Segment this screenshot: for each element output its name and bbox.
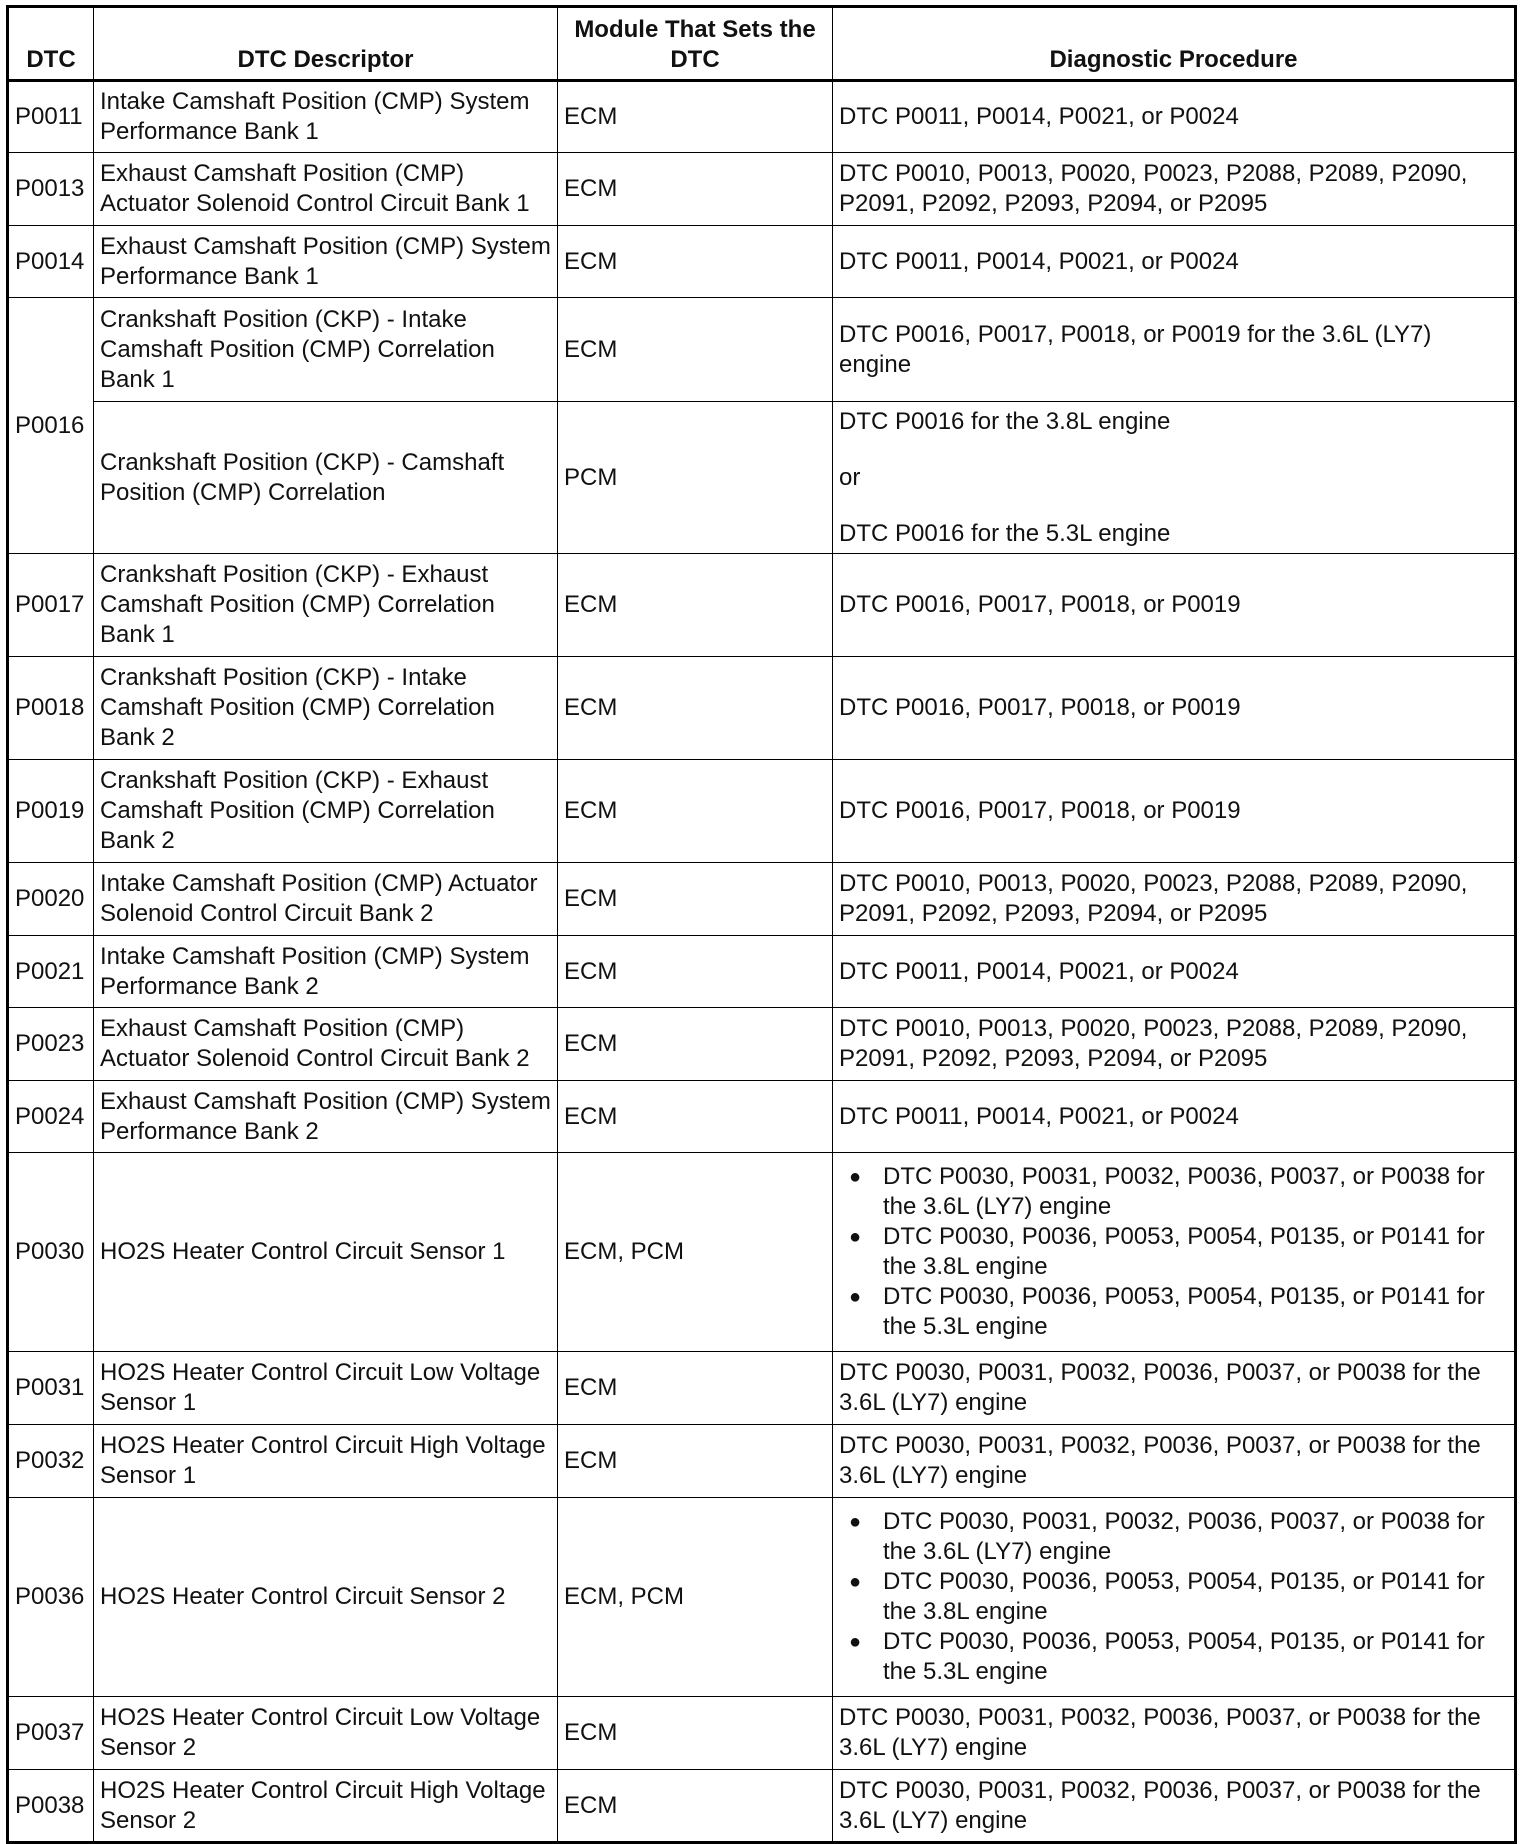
diagnostic-procedure: DTC P0010, P0013, P0020, P0023, P2088, P2089, P2090, P2091, P2092, P2093, P2094, or P2095 [833, 1008, 1516, 1081]
setting-module: ECM [558, 863, 833, 936]
setting-module: ECM [558, 657, 833, 760]
procedure-line: or [839, 463, 861, 491]
table-row [8, 1770, 1516, 1843]
table-row [8, 153, 1516, 226]
table-row [8, 1008, 1516, 1081]
procedure-bullet: ● DTC P0030, P0036, P0053, P0054, P0135, or P0141 for the 3.8L engine [883, 1222, 1508, 1282]
dtc-code: P0036 [8, 1498, 94, 1697]
diagnostic-procedure [833, 1498, 1516, 1697]
dtc-descriptor: HO2S Heater Control Circuit Sensor 1 [94, 1153, 558, 1352]
dtc-descriptor: Intake Camshaft Position (CMP) System Performance Bank 1 [94, 81, 558, 153]
dtc-descriptor: Exhaust Camshaft Position (CMP) System Performance Bank 1 [94, 226, 558, 298]
diagnostic-procedure: DTC P0030, P0031, P0032, P0036, P0037, or P0038 for the 3.6L (LY7) engine [833, 1425, 1516, 1498]
dtc-descriptor: Exhaust Camshaft Position (CMP) Actuator Solenoid Control Circuit Bank 2 [94, 1008, 558, 1081]
setting-module: ECM [558, 1425, 833, 1498]
diagnostic-procedure: DTC P0011, P0014, P0021, or P0024 [833, 226, 1516, 298]
diagnostic-procedure: DTC P0030, P0031, P0032, P0036, P0037, or P0038 for the 3.6L (LY7) engine [833, 1352, 1516, 1425]
diagnostic-procedure [833, 402, 1516, 554]
dtc-code: P0038 [8, 1770, 94, 1843]
procedure-bullet: ● DTC P0030, P0036, P0053, P0054, P0135, or P0141 for the 5.3L engine [883, 1627, 1508, 1687]
diagnostic-procedure: DTC P0030, P0031, P0032, P0036, P0037, or P0038 for the 3.6L (LY7) engine [833, 1697, 1516, 1770]
dtc-code: P0020 [8, 863, 94, 936]
dtc-descriptor: HO2S Heater Control Circuit High Voltage Sensor 1 [94, 1425, 558, 1498]
setting-module: ECM [558, 760, 833, 863]
table-row [8, 226, 1516, 298]
table-row [8, 1153, 1516, 1352]
dtc-code: P0032 [8, 1425, 94, 1498]
table-row [8, 554, 1516, 657]
diagnostic-procedure: DTC P0010, P0013, P0020, P0023, P2088, P2089, P2090, P2091, P2092, P2093, P2094, or P2095 [833, 153, 1516, 226]
procedure-bullet-list [839, 1507, 1508, 1687]
setting-module: ECM, PCM [558, 1498, 833, 1697]
dtc-descriptor: HO2S Heater Control Circuit Sensor 2 [94, 1498, 558, 1697]
header-module: Module That Sets the DTC [558, 7, 833, 81]
diagnostic-procedure: DTC P0030, P0031, P0032, P0036, P0037, or P0038 for the 3.6L (LY7) engine [833, 1770, 1516, 1843]
procedure-bullet: ● DTC P0030, P0031, P0032, P0036, P0037, or P0038 for the 3.6L (LY7) engine [883, 1162, 1508, 1222]
diagnostic-procedure: DTC P0016, P0017, P0018, or P0019 [833, 760, 1516, 863]
dtc-code: P0014 [8, 226, 94, 298]
dtc-code: P0016 [8, 298, 94, 554]
dtc-code: P0011 [8, 81, 94, 153]
table-row [8, 81, 1516, 153]
header-descriptor: DTC Descriptor [94, 7, 558, 81]
table-row [8, 863, 1516, 936]
dtc-descriptor: HO2S Heater Control Circuit High Voltage Sensor 2 [94, 1770, 558, 1843]
dtc-code: P0037 [8, 1697, 94, 1770]
setting-module: ECM [558, 226, 833, 298]
setting-module: ECM, PCM [558, 1153, 833, 1352]
table-row [8, 936, 1516, 1008]
setting-module: ECM [558, 1352, 833, 1425]
procedure-bullet: ● DTC P0030, P0036, P0053, P0054, P0135, or P0141 for the 3.8L engine [883, 1567, 1508, 1627]
setting-module: ECM [558, 554, 833, 657]
table-row [8, 657, 1516, 760]
dtc-descriptor: HO2S Heater Control Circuit Low Voltage Sensor 1 [94, 1352, 558, 1425]
diagnostic-procedure: DTC P0010, P0013, P0020, P0023, P2088, P2089, P2090, P2091, P2092, P2093, P2094, or P2095 [833, 863, 1516, 936]
diagnostic-procedure: DTC P0016, P0017, P0018, or P0019 [833, 554, 1516, 657]
dtc-code: P0030 [8, 1153, 94, 1352]
diagnostic-procedure: DTC P0016, P0017, P0018, or P0019 for the 3.6L (LY7) engine [833, 298, 1516, 402]
dtc-descriptor: Crankshaft Position (CKP) - Intake Camshaft Position (CMP) Correlation Bank 2 [94, 657, 558, 760]
setting-module: ECM [558, 1770, 833, 1843]
procedure-line: DTC P0016 for the 5.3L engine [839, 519, 1171, 547]
dtc-descriptor: HO2S Heater Control Circuit Low Voltage Sensor 2 [94, 1697, 558, 1770]
dtc-descriptor: Crankshaft Position (CKP) - Exhaust Camshaft Position (CMP) Correlation Bank 2 [94, 760, 558, 863]
table-row [8, 298, 1516, 402]
dtc-code: P0017 [8, 554, 94, 657]
dtc-code: P0021 [8, 936, 94, 1008]
dtc-descriptor: Intake Camshaft Position (CMP) System Performance Bank 2 [94, 936, 558, 1008]
setting-module: ECM [558, 1697, 833, 1770]
dtc-descriptor: Exhaust Camshaft Position (CMP) Actuator Solenoid Control Circuit Bank 1 [94, 153, 558, 226]
dtc-code: P0024 [8, 1081, 94, 1153]
procedure-line: DTC P0016 for the 3.8L engine [839, 407, 1171, 435]
table-row [8, 760, 1516, 863]
dtc-descriptor: Exhaust Camshaft Position (CMP) System Performance Bank 2 [94, 1081, 558, 1153]
table-header-row [8, 7, 1516, 81]
setting-module: ECM [558, 153, 833, 226]
header-dtc: DTC [8, 7, 94, 81]
setting-module: ECM [558, 1008, 833, 1081]
dtc-table-container [6, 5, 1514, 1844]
dtc-code: P0018 [8, 657, 94, 760]
dtc-descriptor: Crankshaft Position (CKP) - Camshaft Position (CMP) Correlation [94, 402, 558, 554]
table-row [8, 1425, 1516, 1498]
dtc-code: P0031 [8, 1352, 94, 1425]
procedure-bullet: ● DTC P0030, P0031, P0032, P0036, P0037, or P0038 for the 3.6L (LY7) engine [883, 1507, 1508, 1567]
setting-module: ECM [558, 81, 833, 153]
dtc-descriptor: Crankshaft Position (CKP) - Intake Camshaft Position (CMP) Correlation Bank 1 [94, 298, 558, 402]
setting-module: ECM [558, 298, 833, 402]
header-procedure: Diagnostic Procedure [833, 7, 1516, 81]
dtc-descriptor: Crankshaft Position (CKP) - Exhaust Camshaft Position (CMP) Correlation Bank 1 [94, 554, 558, 657]
table-row [8, 1352, 1516, 1425]
setting-module: ECM [558, 936, 833, 1008]
diagnostic-procedure: DTC P0011, P0014, P0021, or P0024 [833, 81, 1516, 153]
dtc-table [6, 5, 1517, 1844]
table-row [8, 1498, 1516, 1697]
diagnostic-procedure: DTC P0016, P0017, P0018, or P0019 [833, 657, 1516, 760]
diagnostic-procedure [833, 1153, 1516, 1352]
table-row [8, 1081, 1516, 1153]
table-row [8, 1697, 1516, 1770]
procedure-bullet-list [839, 1162, 1508, 1342]
dtc-descriptor: Intake Camshaft Position (CMP) Actuator Solenoid Control Circuit Bank 2 [94, 863, 558, 936]
dtc-code: P0013 [8, 153, 94, 226]
dtc-code: P0023 [8, 1008, 94, 1081]
dtc-code: P0019 [8, 760, 94, 863]
table-row [8, 402, 1516, 554]
diagnostic-procedure: DTC P0011, P0014, P0021, or P0024 [833, 1081, 1516, 1153]
setting-module: PCM [558, 402, 833, 554]
diagnostic-procedure: DTC P0011, P0014, P0021, or P0024 [833, 936, 1516, 1008]
procedure-bullet: ● DTC P0030, P0036, P0053, P0054, P0135, or P0141 for the 5.3L engine [883, 1282, 1508, 1342]
setting-module: ECM [558, 1081, 833, 1153]
